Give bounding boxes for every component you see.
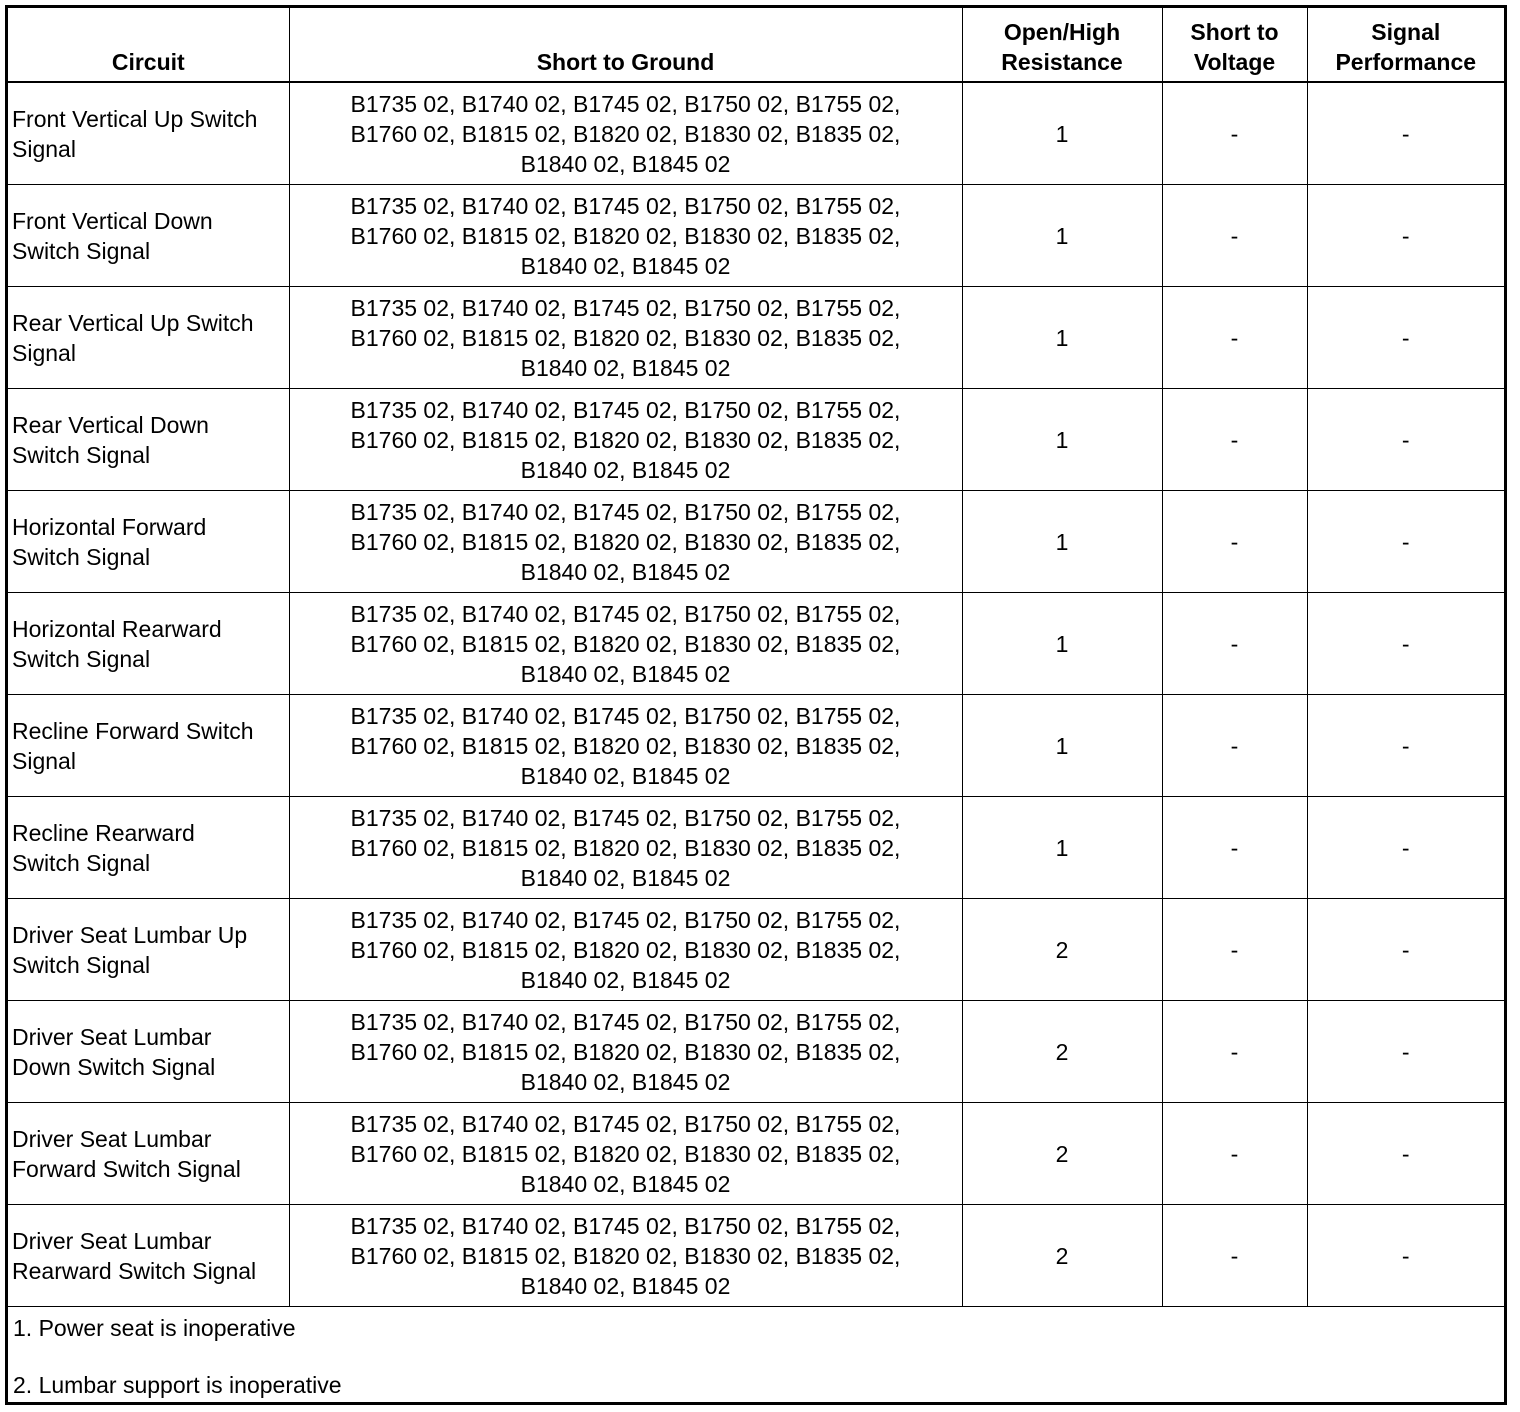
short-to-voltage-cell: - (1162, 593, 1307, 695)
open-high-resistance-cell: 1 (962, 82, 1162, 185)
open-high-resistance-cell: 1 (962, 389, 1162, 491)
header-short-to-voltage: Short to Voltage (1162, 8, 1307, 82)
dtc-line: B1735 02, B1740 02, B1745 02, B1750 02, B1755 02, (350, 600, 901, 627)
signal-performance-cell: - (1307, 287, 1504, 389)
dtc-line: B1735 02, B1740 02, B1745 02, B1750 02, B1755 02, (350, 702, 901, 729)
circuit-cell (8, 389, 289, 491)
dtc-line: B1760 02, B1815 02, B1820 02, B1830 02, B1835 02, (350, 732, 901, 759)
short-to-ground-cell (289, 1205, 962, 1307)
circuit-cell (8, 1103, 289, 1205)
table-row (8, 695, 1504, 797)
short-to-voltage-cell: - (1162, 82, 1307, 185)
short-to-voltage-cell: - (1162, 695, 1307, 797)
short-to-voltage-cell: - (1162, 899, 1307, 1001)
circuit-line: Forward Switch Signal (12, 1155, 241, 1182)
short-to-voltage-cell: - (1162, 1001, 1307, 1103)
signal-performance-cell: - (1307, 185, 1504, 287)
circuit-line: Switch Signal (12, 645, 151, 672)
circuit-cell (8, 593, 289, 695)
short-to-voltage-cell: - (1162, 491, 1307, 593)
open-high-resistance-cell: 2 (962, 899, 1162, 1001)
dtc-line: B1735 02, B1740 02, B1745 02, B1750 02, B1755 02, (350, 396, 901, 423)
signal-performance-cell: - (1307, 593, 1504, 695)
dtc-line: B1760 02, B1815 02, B1820 02, B1830 02, B1835 02, (350, 1038, 901, 1065)
circuit-line: Recline Rearward (12, 819, 195, 846)
open-high-resistance-cell: 2 (962, 1103, 1162, 1205)
table-row (8, 82, 1504, 185)
dtc-line: B1760 02, B1815 02, B1820 02, B1830 02, B1835 02, (350, 528, 901, 555)
table-row (8, 899, 1504, 1001)
circuit-cell (8, 287, 289, 389)
short-to-ground-cell (289, 899, 962, 1001)
dtc-line: B1840 02, B1845 02 (520, 660, 731, 687)
signal-performance-cell: - (1307, 389, 1504, 491)
dtc-line: B1760 02, B1815 02, B1820 02, B1830 02, B1835 02, (350, 936, 901, 963)
short-to-voltage-cell: - (1162, 185, 1307, 287)
header-signal-performance: Signal Performance (1307, 8, 1504, 82)
dtc-line: B1735 02, B1740 02, B1745 02, B1750 02, B1755 02, (350, 1212, 901, 1239)
dtc-line: B1840 02, B1845 02 (520, 762, 731, 789)
footnote-1: 1. Power seat is inoperative (13, 1315, 296, 1341)
circuit-cell (8, 797, 289, 899)
circuit-line: Front Vertical Up Switch (12, 105, 258, 132)
dtc-line: B1840 02, B1845 02 (520, 150, 731, 177)
dtc-line: B1735 02, B1740 02, B1745 02, B1750 02, B1755 02, (350, 1008, 901, 1035)
dtc-line: B1760 02, B1815 02, B1820 02, B1830 02, B1835 02, (350, 834, 901, 861)
circuit-line: Front Vertical Down (12, 207, 213, 234)
dtc-line: B1840 02, B1845 02 (520, 966, 731, 993)
signal-performance-cell: - (1307, 695, 1504, 797)
circuit-line: Down Switch Signal (12, 1053, 216, 1080)
footnotes (8, 1307, 1504, 1402)
short-to-voltage-cell: - (1162, 287, 1307, 389)
header-circuit: Circuit (8, 8, 289, 82)
short-to-ground-cell (289, 185, 962, 287)
table-row (8, 491, 1504, 593)
dtc-line: B1760 02, B1815 02, B1820 02, B1830 02, B1835 02, (350, 426, 901, 453)
dtc-line: B1735 02, B1740 02, B1745 02, B1750 02, B1755 02, (350, 498, 901, 525)
circuit-line: Driver Seat Lumbar Up (12, 921, 248, 948)
short-to-ground-cell (289, 797, 962, 899)
short-to-ground-cell (289, 389, 962, 491)
signal-performance-cell: - (1307, 797, 1504, 899)
circuit-line: Horizontal Rearward (12, 615, 222, 642)
short-to-voltage-cell: - (1162, 389, 1307, 491)
dtc-line: B1840 02, B1845 02 (520, 1170, 731, 1197)
dtc-line: B1760 02, B1815 02, B1820 02, B1830 02, B1835 02, (350, 1140, 901, 1167)
circuit-line: Driver Seat Lumbar (12, 1227, 212, 1254)
short-to-voltage-cell: - (1162, 1205, 1307, 1307)
signal-performance-cell: - (1307, 1205, 1504, 1307)
table-row (8, 1205, 1504, 1307)
short-to-voltage-cell: - (1162, 1103, 1307, 1205)
dtc-line: B1760 02, B1815 02, B1820 02, B1830 02, B1835 02, (350, 222, 901, 249)
header-short-to-ground: Short to Ground (289, 8, 962, 82)
dtc-line: B1735 02, B1740 02, B1745 02, B1750 02, B1755 02, (350, 192, 901, 219)
circuit-line: Recline Forward Switch (12, 717, 254, 744)
dtc-line: B1840 02, B1845 02 (520, 1272, 731, 1299)
signal-performance-cell: - (1307, 1001, 1504, 1103)
signal-performance-cell: - (1307, 82, 1504, 185)
circuit-cell (8, 1205, 289, 1307)
dtc-line: B1840 02, B1845 02 (520, 558, 731, 585)
dtc-line: B1735 02, B1740 02, B1745 02, B1750 02, B1755 02, (350, 90, 901, 117)
dtc-line: B1735 02, B1740 02, B1745 02, B1750 02, B1755 02, (350, 1110, 901, 1137)
circuit-line: Driver Seat Lumbar (12, 1023, 212, 1050)
circuit-cell (8, 82, 289, 185)
dtc-line: B1840 02, B1845 02 (520, 864, 731, 891)
circuit-cell (8, 491, 289, 593)
circuit-line: Switch Signal (12, 951, 151, 978)
circuit-cell (8, 899, 289, 1001)
dtc-line: B1760 02, B1815 02, B1820 02, B1830 02, B1835 02, (350, 324, 901, 351)
circuit-line: Driver Seat Lumbar (12, 1125, 212, 1152)
dtc-line: B1760 02, B1815 02, B1820 02, B1830 02, B1835 02, (350, 120, 901, 147)
open-high-resistance-cell: 1 (962, 593, 1162, 695)
circuit-line: Rear Vertical Down (12, 411, 209, 438)
open-high-resistance-cell: 1 (962, 491, 1162, 593)
circuit-line: Signal (12, 135, 76, 162)
circuit-line: Signal (12, 339, 76, 366)
footnote-2: 2. Lumbar support is inoperative (13, 1372, 342, 1398)
table-row (8, 593, 1504, 695)
short-to-ground-cell (289, 695, 962, 797)
circuit-line: Rearward Switch Signal (12, 1257, 257, 1284)
short-to-ground-cell (289, 491, 962, 593)
header-open-high-resistance: Open/High Resistance (962, 8, 1162, 82)
signal-performance-cell: - (1307, 491, 1504, 593)
circuit-line: Switch Signal (12, 237, 151, 264)
signal-performance-cell: - (1307, 1103, 1504, 1205)
circuit-line: Switch Signal (12, 849, 151, 876)
dtc-line: B1760 02, B1815 02, B1820 02, B1830 02, B1835 02, (350, 1242, 901, 1269)
circuit-diagnostic-table (8, 8, 1504, 1307)
dtc-line: B1735 02, B1740 02, B1745 02, B1750 02, B1755 02, (350, 906, 901, 933)
short-to-ground-cell (289, 1001, 962, 1103)
table-header-row (8, 8, 1504, 82)
circuit-line: Rear Vertical Up Switch (12, 309, 254, 336)
signal-performance-cell: - (1307, 899, 1504, 1001)
dtc-line: B1840 02, B1845 02 (520, 354, 731, 381)
open-high-resistance-cell: 1 (962, 797, 1162, 899)
table-row (8, 287, 1504, 389)
dtc-line: B1840 02, B1845 02 (520, 1068, 731, 1095)
open-high-resistance-cell: 2 (962, 1001, 1162, 1103)
circuit-line: Signal (12, 747, 76, 774)
open-high-resistance-cell: 2 (962, 1205, 1162, 1307)
short-to-ground-cell (289, 593, 962, 695)
short-to-ground-cell (289, 1103, 962, 1205)
circuit-line: Switch Signal (12, 441, 151, 468)
dtc-line: B1735 02, B1740 02, B1745 02, B1750 02, B1755 02, (350, 294, 901, 321)
circuit-cell (8, 185, 289, 287)
short-to-ground-cell (289, 82, 962, 185)
short-to-ground-cell (289, 287, 962, 389)
table-row (8, 185, 1504, 287)
dtc-line: B1735 02, B1740 02, B1745 02, B1750 02, B1755 02, (350, 804, 901, 831)
circuit-cell (8, 1001, 289, 1103)
dtc-line: B1840 02, B1845 02 (520, 252, 731, 279)
table-row (8, 1103, 1504, 1205)
circuit-line: Horizontal Forward (12, 513, 207, 540)
dtc-line: B1760 02, B1815 02, B1820 02, B1830 02, B1835 02, (350, 630, 901, 657)
circuit-cell (8, 695, 289, 797)
table-row (8, 1001, 1504, 1103)
table-row (8, 797, 1504, 899)
short-to-voltage-cell: - (1162, 797, 1307, 899)
circuit-line: Switch Signal (12, 543, 151, 570)
dtc-line: B1840 02, B1845 02 (520, 456, 731, 483)
table-row (8, 389, 1504, 491)
open-high-resistance-cell: 1 (962, 695, 1162, 797)
open-high-resistance-cell: 1 (962, 287, 1162, 389)
open-high-resistance-cell: 1 (962, 185, 1162, 287)
